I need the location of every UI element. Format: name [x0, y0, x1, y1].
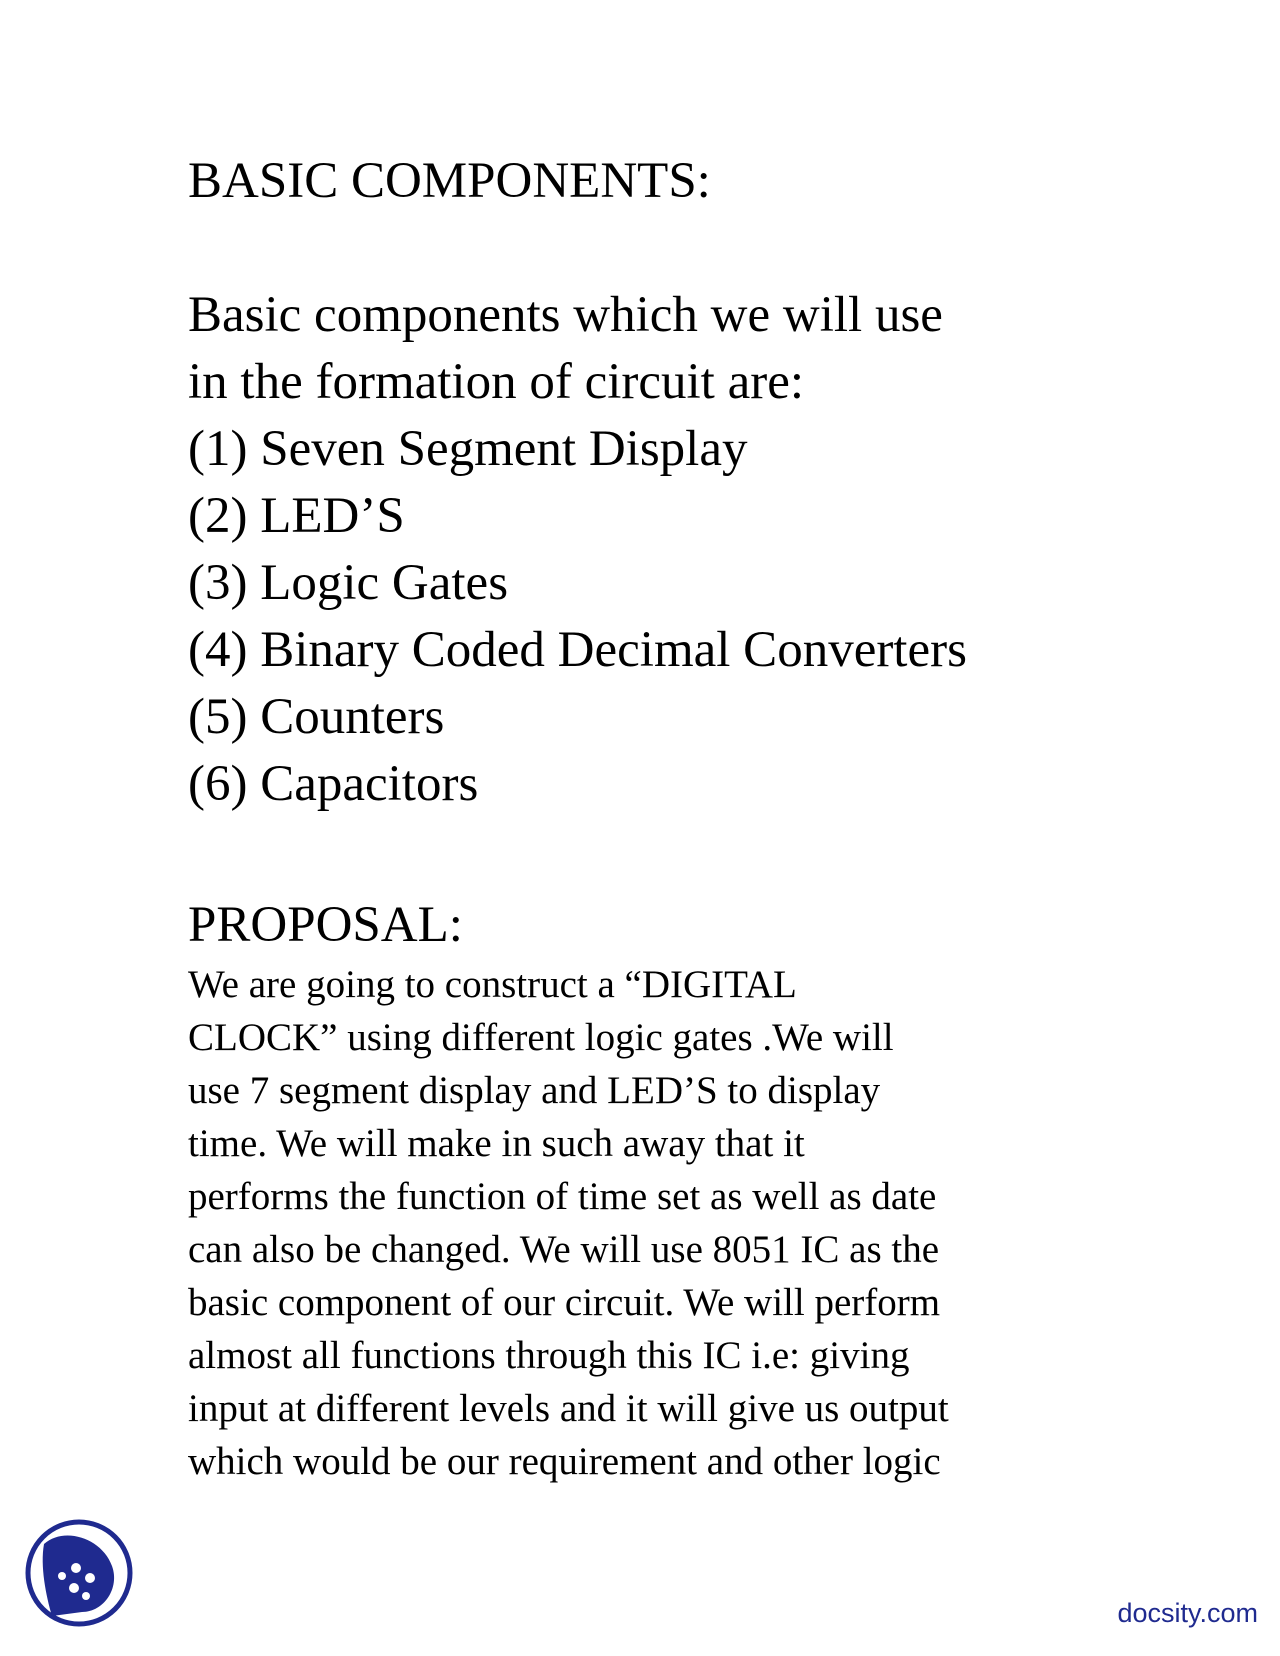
list-item: (5) Counters: [188, 689, 445, 745]
list-item: (6) Capacitors: [188, 756, 479, 812]
spacer: [188, 818, 1188, 892]
proposal-line: almost all functions through this IC i.e: giving: [188, 1334, 910, 1377]
spacer: [188, 214, 1188, 282]
intro-line-1: Basic components which we will use: [188, 287, 943, 343]
proposal-line: basic component of our circuit. We will perform: [188, 1281, 941, 1324]
list-item: (1) Seven Segment Display: [188, 421, 748, 477]
proposal-line: which would be our requirement and other logic: [188, 1440, 941, 1483]
docsity-watermark[interactable]: docsity.com: [1117, 1598, 1258, 1628]
proposal-line: performs the function of time set as well as date: [188, 1175, 937, 1218]
proposal-line: use 7 segment display and LED’S to display: [188, 1069, 881, 1112]
proposal-line: input at different levels and it will give us output: [188, 1387, 949, 1430]
proposal-paragraph: [188, 958, 1188, 1488]
components-list: [188, 416, 1188, 818]
docsity-logo-icon[interactable]: [24, 1516, 134, 1630]
list-item: (3) Logic Gates: [188, 555, 509, 611]
list-item: (2) LED’S: [188, 488, 405, 544]
list-item: (4) Binary Coded Decimal Converters: [188, 622, 967, 678]
document-content: [188, 148, 1188, 1488]
proposal-heading: PROPOSAL:: [188, 897, 463, 953]
proposal-line: can also be changed. We will use 8051 IC as the: [188, 1228, 940, 1271]
proposal-line: We are going to construct a “DIGITAL: [188, 963, 797, 1006]
basic-components-heading: BASIC COMPONENTS:: [188, 153, 711, 209]
proposal-line: time. We will make in such away that it: [188, 1122, 805, 1165]
intro-line-2: in the formation of circuit are:: [188, 354, 805, 410]
proposal-line: CLOCK” using different logic gates .We will: [188, 1016, 894, 1059]
